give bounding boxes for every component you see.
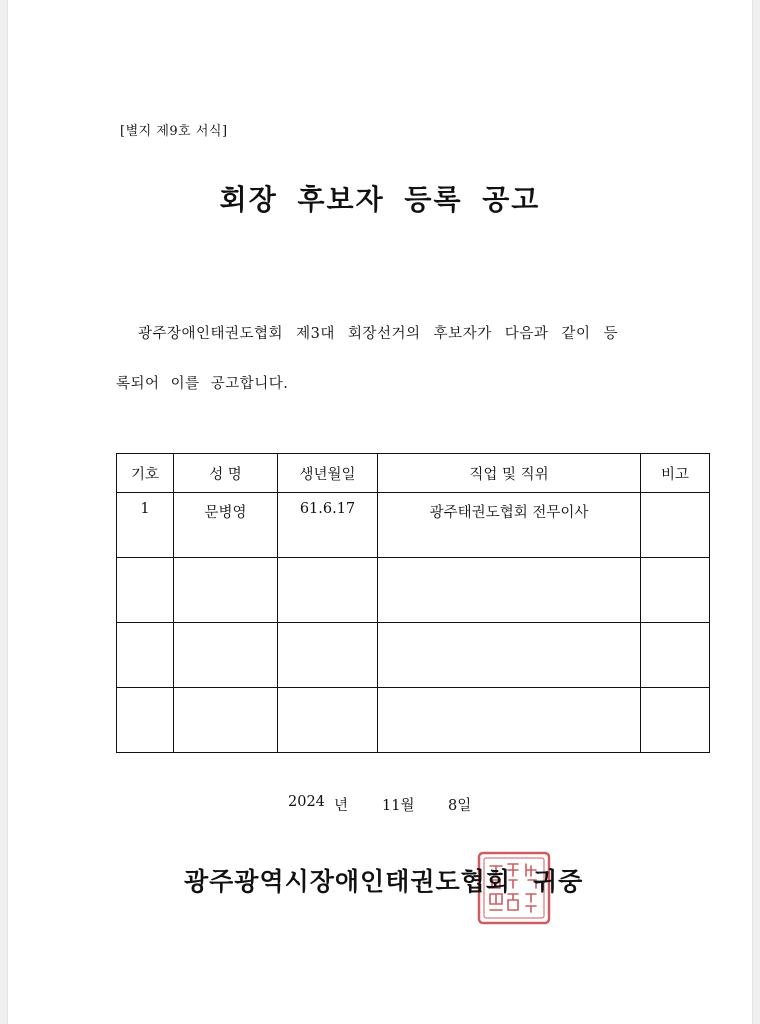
- cell-birthdate: [278, 558, 378, 623]
- header-birthdate: 생년월일: [278, 454, 378, 493]
- cell-number: [117, 558, 174, 623]
- table-row: [117, 688, 710, 753]
- header-name: 성 명: [174, 454, 278, 493]
- cell-birthdate: [278, 688, 378, 753]
- date-year-unit: 년: [334, 798, 349, 814]
- sender-line: [184, 862, 583, 898]
- header-number: 기호: [117, 454, 174, 493]
- date-year: 2024: [288, 794, 325, 810]
- candidate-table: [116, 453, 710, 753]
- cell-birthdate: [278, 623, 378, 688]
- cell-number: 1: [117, 493, 174, 558]
- cell-birthdate: 61.6.17: [278, 493, 378, 558]
- form-number-label: [별지 제9호 서식]: [120, 124, 228, 139]
- cell-remarks: [641, 493, 710, 558]
- cell-occupation: 광주태권도협회 전무이사: [378, 493, 641, 558]
- table-row: [117, 558, 710, 623]
- cell-occupation: [378, 623, 641, 688]
- table-header-row: [117, 454, 710, 493]
- table-row: [117, 623, 710, 688]
- date-day: 8일: [448, 798, 472, 814]
- cell-name: [174, 558, 278, 623]
- sender-organization: 광주광역시장애인태권도협회: [184, 867, 511, 896]
- header-occupation: 직업 및 직위: [378, 454, 641, 493]
- cell-number: [117, 623, 174, 688]
- cell-remarks: [641, 623, 710, 688]
- cell-name: 문병영: [174, 493, 278, 558]
- document-page: [8, 0, 752, 1024]
- date-month: 11월: [382, 798, 415, 814]
- sender-suffix: 귀중: [532, 867, 584, 896]
- table-row: [117, 493, 710, 558]
- document-title: 회장 후보자 등록 공고: [219, 183, 541, 216]
- cell-occupation: [378, 688, 641, 753]
- header-remarks: 비고: [641, 454, 710, 493]
- cell-number: [117, 688, 174, 753]
- cell-name: [174, 688, 278, 753]
- cell-remarks: [641, 558, 710, 623]
- cell-remarks: [641, 688, 710, 753]
- announcement-text-line-2: 록되어 이를 공고합니다.: [116, 376, 289, 392]
- cell-name: [174, 623, 278, 688]
- cell-occupation: [378, 558, 641, 623]
- announcement-text-line-1: 광주장애인태권도협회 제3대 회장선거의 후보자가 다음과 같이 등: [138, 326, 619, 342]
